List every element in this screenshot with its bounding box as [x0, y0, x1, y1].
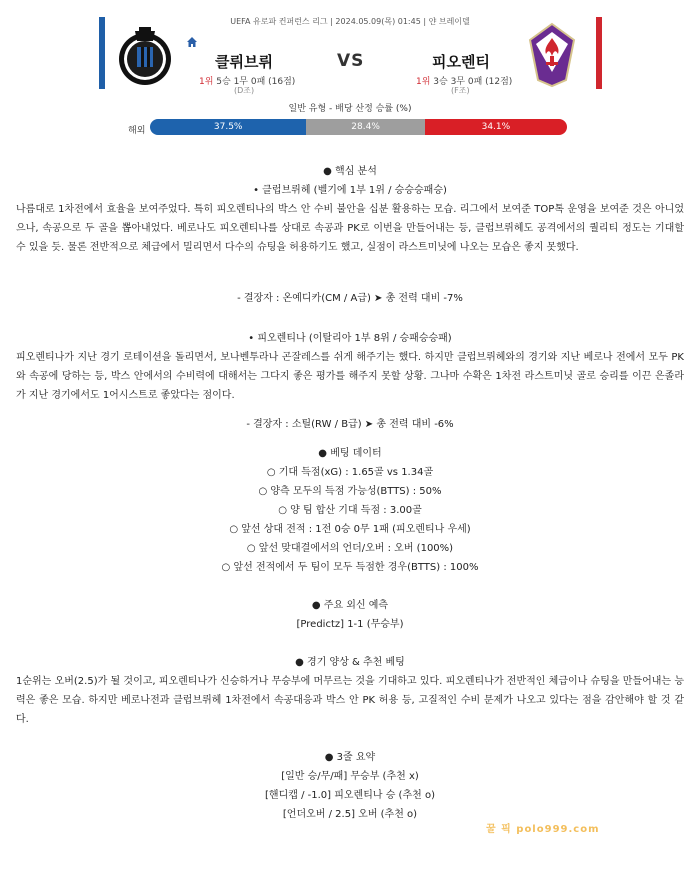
match-info: UEFA 유로파 컨퍼런스 리그 | 2024.05.09(목) 01:45 | 얀 브레이델: [230, 17, 470, 26]
away-record-text: 3승 3무 0패 (12점): [433, 77, 513, 87]
watermark: 꿀 픽 polo999.com: [486, 824, 600, 835]
away-team-name: 피오렌티: [432, 53, 490, 71]
club-brugge-logo: [117, 23, 173, 87]
summary-item: [핸디캡 / -1.0] 피오렌티나 승 (추천 o): [265, 790, 435, 801]
betting-item: ○ 앞선 맞대결에서의 언더/오버 : 오버 (100%): [246, 543, 454, 554]
home-icon: [186, 36, 198, 48]
odds-title: 일반 유형 - 배당 산정 승률 (%): [288, 104, 412, 114]
away-analysis-text: 피오렌티나가 지난 경기 로테이션을 돌리면서, 보나벤투라나 곤잘레스를 쉬게 해주기는 했다. 하지만 클럽브뤼헤와의 경기와 지난 베로나 전에서 모두 PK와 속공에 당하는 등, 박스 안에서의 수비력에 대해서는 그다지 좋은 평가를 해주지 못할 상황. 그나마 수확은 1차전 라스트미닛 골로 승리를 이끈 은졸라가 지난 경기에서도 1어시스트로 좋았다는 점이다.: [16, 352, 684, 401]
away-color-bar: [596, 17, 602, 89]
odds-draw-segment: 28.4%: [306, 119, 424, 135]
betting-item: ○ 양 팀 합산 기대 득점 : 3.00골: [278, 505, 422, 516]
home-group: (D조): [234, 86, 255, 95]
fiorentina-logo: [526, 22, 578, 88]
prediction-text: [Predictz] 1-1 (무승부): [296, 619, 404, 630]
away-absence-note: - 결장자 : 소틸(RW / B급) ➤ 총 전력 대비 -6%: [246, 419, 454, 430]
summary-heading: ● 3줄 요약: [324, 752, 376, 763]
summary-item: [언더오버 / 2.5] 오버 (추천 o): [282, 809, 418, 820]
away-group: (F조): [451, 86, 470, 95]
home-rank: 1위: [199, 77, 214, 87]
away-analysis-heading: • 피오렌티나 (이탈리아 1부 8위 / 승패승승패): [248, 333, 452, 344]
home-absence-note: - 결장자 : 온예디카(CM / A급) ➤ 총 전력 대비 -7%: [237, 293, 463, 304]
away-rank: 1위: [416, 77, 431, 87]
home-analysis-text: 나름대로 1차전에서 효율을 보여주었다. 특히 피오렌티나의 박스 안 수비 불안을 십분 활용하는 모습. 리그에서 보여준 TOP톡 운영을 보여준 것은 아니었으나, 속공으로 두 골을 뽑아내었다. 베로나도 피오렌티나를 상대로 속공과 PK로 이번을 만들어내는 등, 클럽브뤼헤도 공격에서의 퀄리티 정도는 기대할 수 있을 듯. 물론 전반적으로 체급에서 밀리면서 다수의 슈팅을 허용하기도 했고, 실점이 라스트미닛에 나오는 모습은 좋지 못했다.: [16, 204, 684, 253]
betting-item: ○ 앞선 전적에서 두 팀이 모두 득점한 경우(BTTS) : 100%: [221, 562, 479, 573]
betting-item: ○ 앞선 상대 전적 : 1전 0승 0무 1패 (피오렌티나 우세): [229, 524, 471, 535]
match-header: [0, 0, 700, 110]
article-body: [0, 162, 700, 824]
home-record-text: 5승 1무 0패 (16점): [216, 77, 296, 87]
outlook-text: 1순위는 오버(2.5)가 될 것이고, 피오렌티나가 신승하거나 무승부에 머무르는 것을 기대하고 있다. 피오렌티나가 전반적인 체급이나 슈팅을 만들어내는 능력은 좋은 모습. 하지만 베로나전과 클럽브뤼헤 1차전에서 속공대응과 박스 안 PK 허용 등, 고질적인 수비 문제가 나오고 있다는 점을 감안해야 할 것 같다.: [16, 676, 684, 725]
outlook-heading: ● 경기 양상 & 추천 베팅: [295, 657, 405, 668]
odds-bar: [150, 119, 567, 135]
prediction-heading: ● 주요 외신 예측: [311, 600, 389, 611]
home-color-bar: [99, 17, 105, 89]
betting-heading: ● 베팅 데이터: [318, 448, 382, 459]
summary-item: [일반 승/무/패] 무승부 (추천 x): [281, 771, 419, 782]
betting-item: ○ 양측 모두의 득점 가능성(BTTS) : 50%: [258, 486, 442, 497]
analysis-heading: ● 핵심 분석: [323, 166, 377, 177]
home-team-name: 클뤼브뤼: [215, 53, 273, 71]
odds-home-segment: 37.5%: [150, 119, 306, 135]
betting-item: ○ 기대 득점(xG) : 1.65골 vs 1.34골: [266, 467, 434, 478]
home-analysis-heading: • 클럽브뤼헤 (벨기에 1부 1위 / 승승승패승): [253, 185, 447, 196]
odds-label: 해외: [128, 126, 146, 136]
odds-away-segment: 34.1%: [425, 119, 567, 135]
vs-label: VS: [337, 51, 365, 71]
